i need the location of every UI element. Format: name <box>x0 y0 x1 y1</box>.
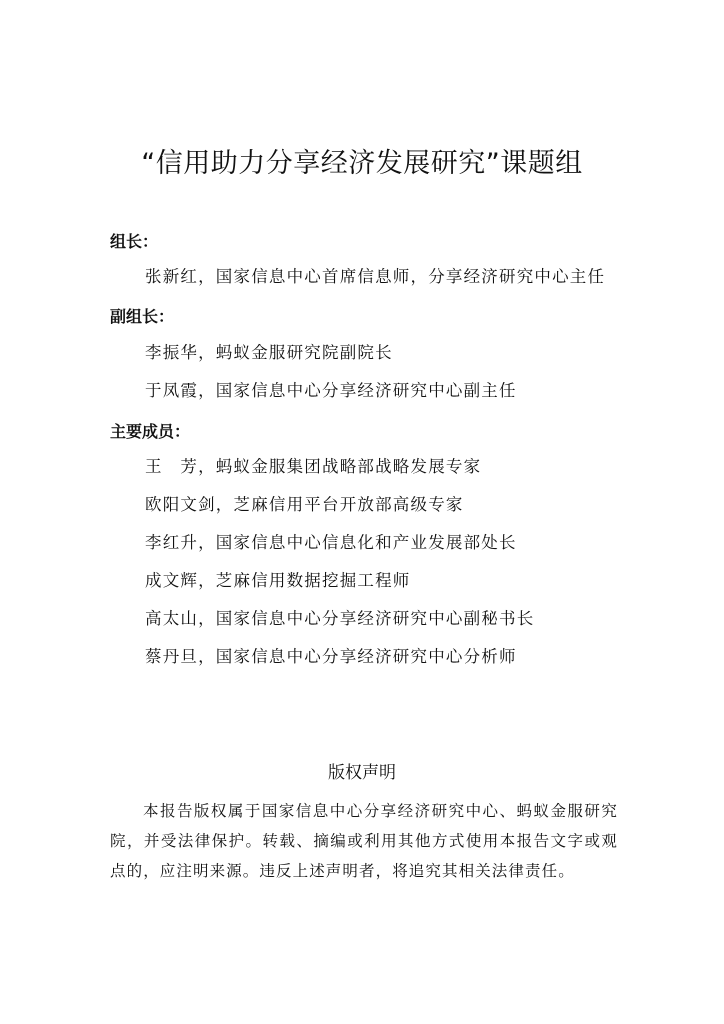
core-member: 李红升，国家信息中心信息化和产业发展部处长 <box>145 533 517 552</box>
core-member: 成文辉，芝麻信用数据挖掘工程师 <box>145 571 411 590</box>
deputy-member: 于凤霞，国家信息中心分享经济研究中心副主任 <box>145 381 517 400</box>
core-member: 高太山，国家信息中心分享经济研究中心副秘书长 <box>145 609 535 628</box>
deputy-member: 李振华，蚂蚁金服研究院副院长 <box>145 343 393 362</box>
leader-heading: 组长： <box>110 232 159 251</box>
deputy-heading: 副组长： <box>110 307 175 326</box>
page-title: “信用助力分享经济发展研究”课题组 <box>141 148 583 179</box>
leader-member: 张新红，国家信息中心首席信息师，分享经济研究中心主任 <box>145 267 606 286</box>
core-member: 王 芳，蚂蚁金服集团战略部战略发展专家 <box>145 457 482 476</box>
core-heading: 主要成员： <box>110 422 191 441</box>
copyright-body: 本报告版权属于国家信息中心分享经济研究中心、蚂蚁金服研究院，并受法律保护。转载、摘编或利用其他方式使用本报告文字或观点的，应注明来源。违反上述声明者，将追究其相关法律责任。 <box>110 802 618 880</box>
copyright-heading: 版权声明 <box>328 763 396 783</box>
core-member: 欧阳文剑，芝麻信用平台开放部高级专家 <box>145 495 464 514</box>
core-member: 蔡丹旦，国家信息中心分享经济研究中心分析师 <box>145 647 517 666</box>
